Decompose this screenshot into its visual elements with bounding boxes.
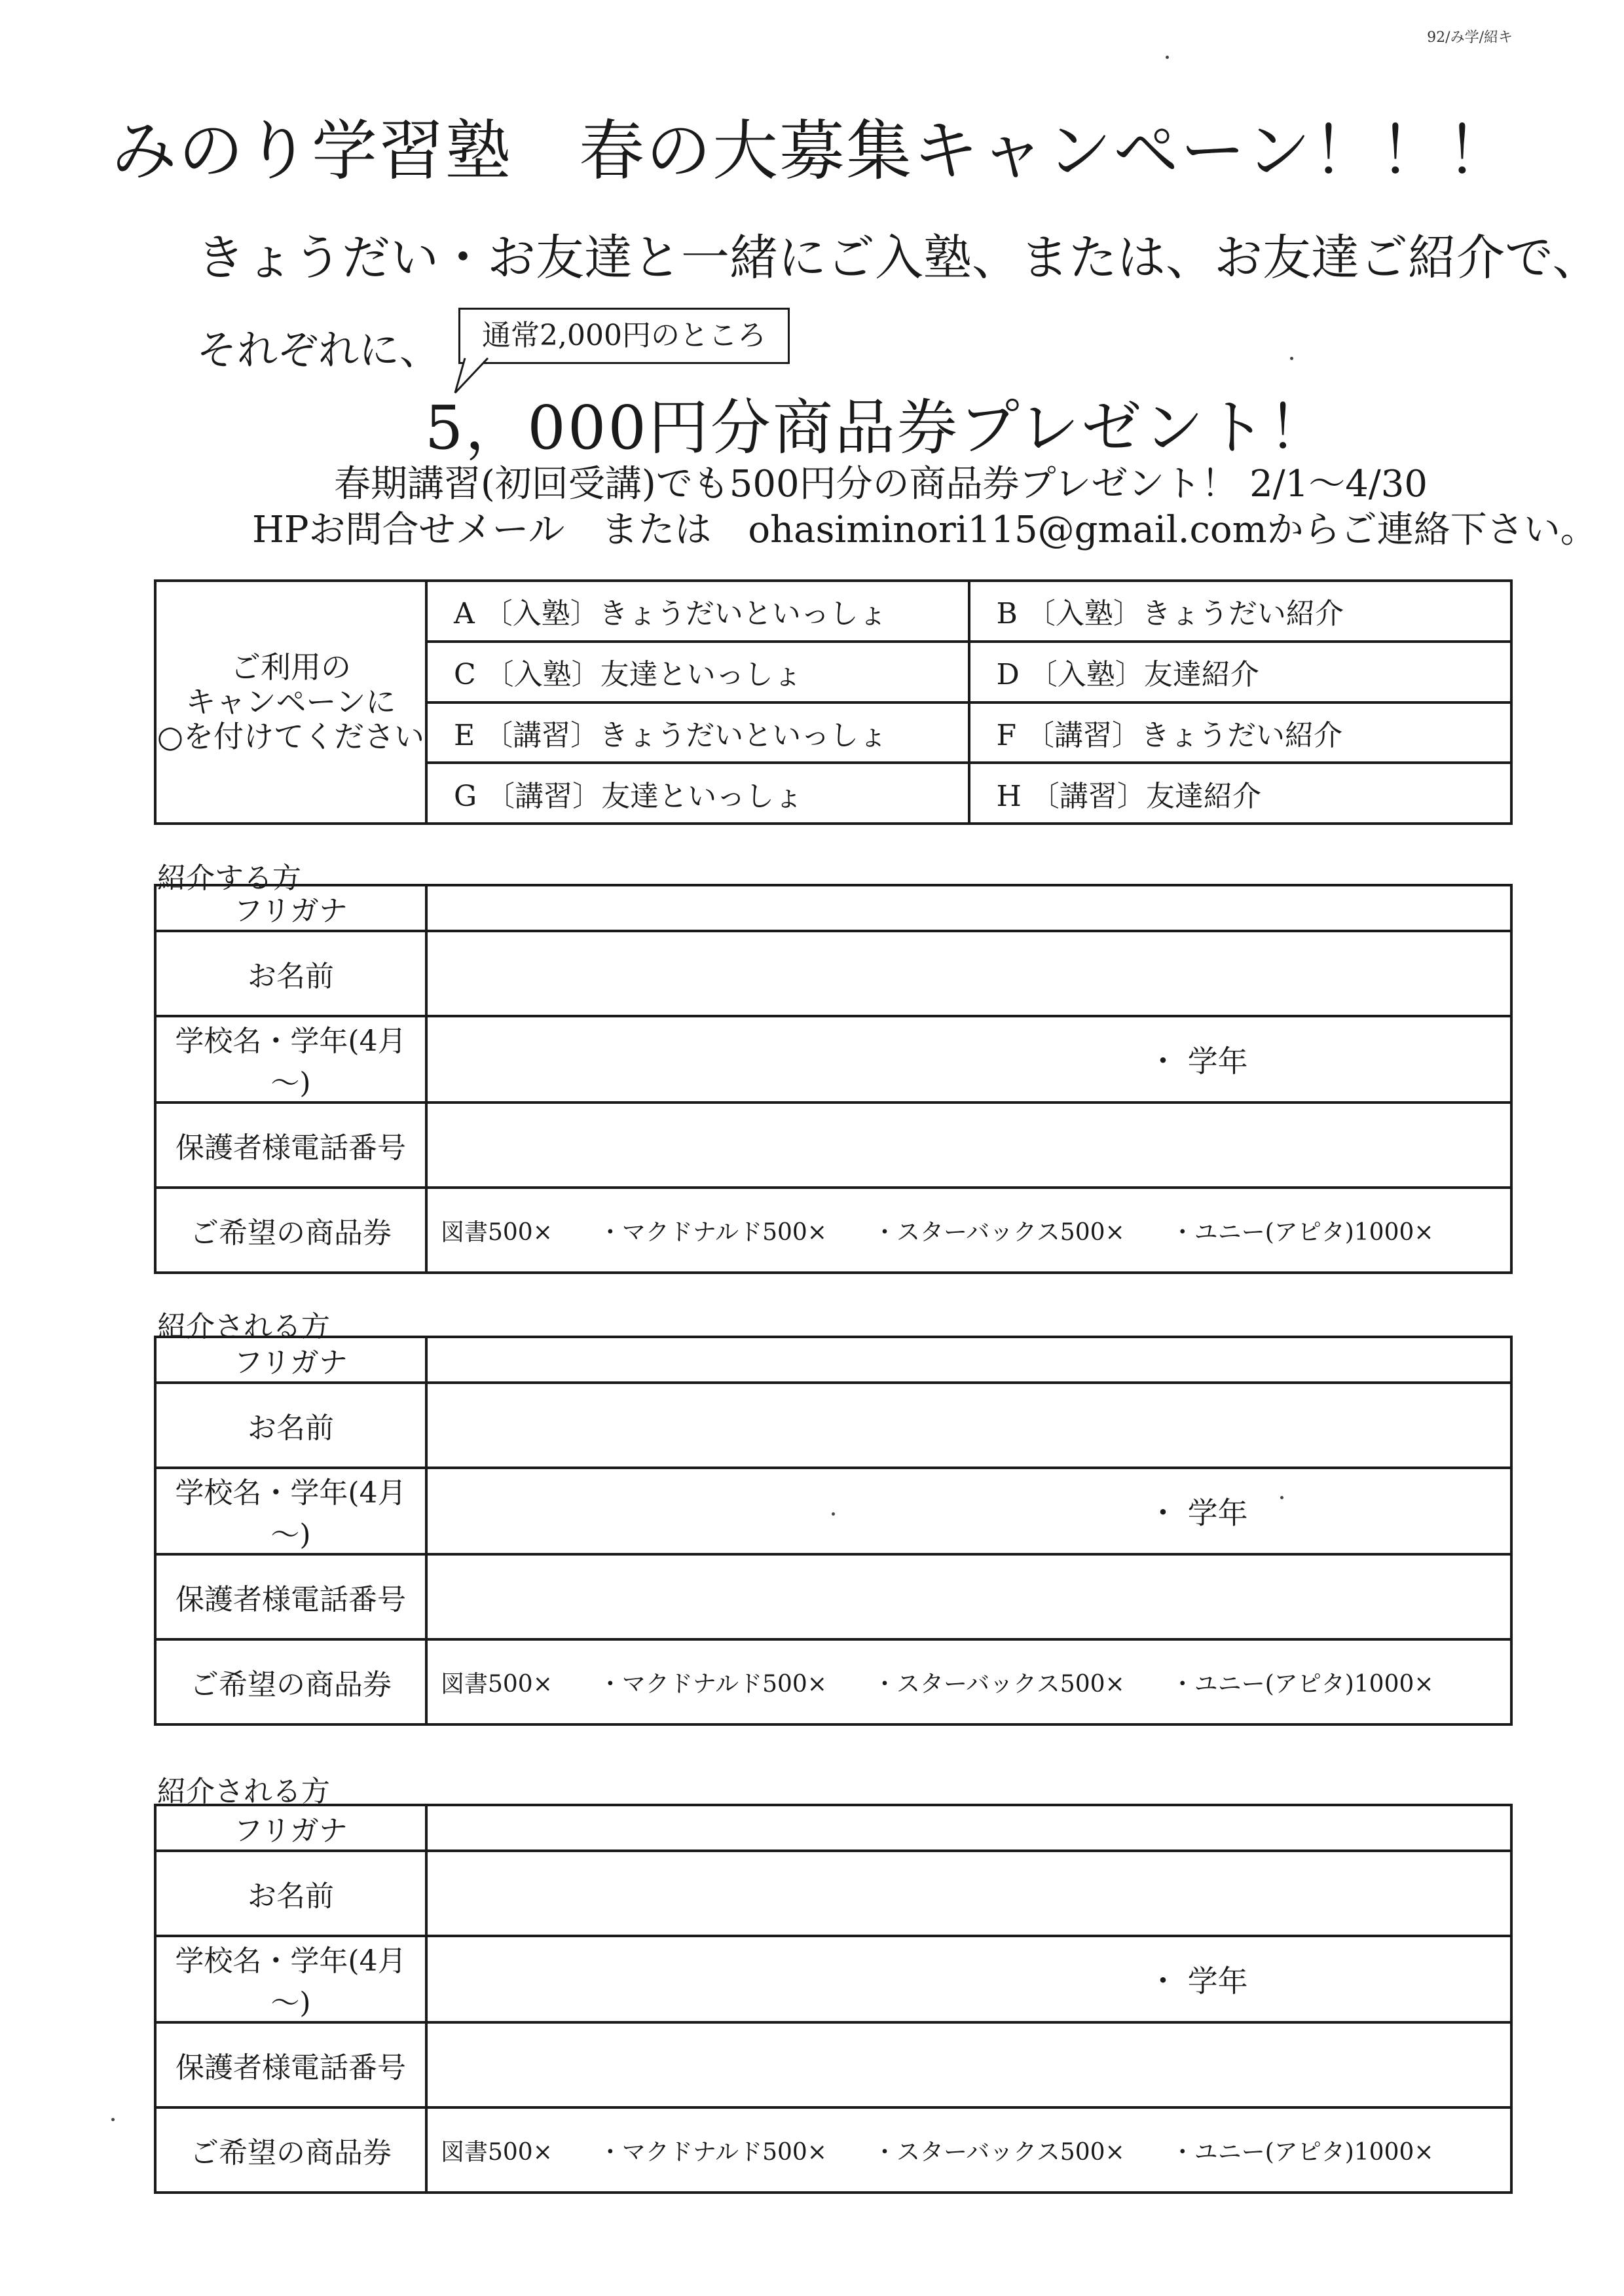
gift-label: ご希望の商品券 — [155, 1188, 426, 1273]
gift-field[interactable] — [426, 1639, 1511, 1724]
section-title-referee-1: 紹介される方 — [157, 1310, 330, 1343]
scan-speck — [1280, 1496, 1283, 1499]
campaign-option-a[interactable]: A 〔入塾〕きょうだいといっしょ — [426, 581, 969, 642]
name-label: お名前 — [155, 1851, 426, 1936]
scan-speck — [1290, 357, 1293, 360]
page-title: みのり学習塾 春の大募集キャンペーン！！！ — [111, 113, 1513, 189]
school-label: 学校名・学年(4月～) — [155, 1936, 426, 2022]
phone-label: 保護者様電話番号 — [155, 1102, 426, 1188]
school-field[interactable] — [426, 1016, 1511, 1102]
campaign-option-d[interactable]: D 〔入塾〕友達紹介 — [969, 642, 1512, 702]
campaign-option-b[interactable]: B 〔入塾〕きょうだい紹介 — [969, 581, 1512, 642]
campaign-option-e[interactable]: E 〔講習〕きょうだいといっしょ — [426, 702, 969, 763]
gift-option[interactable]: ・マクドナルド500× — [598, 2138, 827, 2166]
campaign-label: ご利用の キャンペーンに ○を付けてください — [155, 581, 426, 824]
referee-form-1 — [154, 1336, 1513, 1726]
furigana-field[interactable] — [426, 885, 1511, 931]
grade-suffix: ・ 学年 — [1148, 1044, 1248, 1079]
gift-option[interactable]: ・マクドナルド500× — [598, 1218, 827, 1246]
school-label: 学校名・学年(4月～) — [155, 1468, 426, 1554]
gift-option[interactable]: ・スターバックス500× — [872, 1218, 1125, 1246]
furigana-label: フリガナ — [155, 1337, 426, 1383]
furigana-field[interactable] — [426, 1337, 1511, 1383]
furigana-field[interactable] — [426, 1805, 1511, 1851]
section-title-referee-2: 紹介される方 — [157, 1775, 330, 1808]
price-callout: 通常2,000円のところ — [458, 308, 790, 364]
school-field[interactable] — [426, 1936, 1511, 2022]
scan-speck — [1166, 56, 1169, 59]
campaign-option-h[interactable]: H 〔講習〕友達紹介 — [969, 763, 1512, 824]
furigana-label: フリガナ — [155, 1805, 426, 1851]
grade-suffix: ・ 学年 — [1148, 1495, 1248, 1531]
section-title-referrer: 紹介する方 — [157, 862, 301, 895]
school-field[interactable] — [426, 1468, 1511, 1554]
gift-field[interactable] — [426, 2107, 1511, 2193]
info-line-2: HPお問合せメール または ohasiminori115@gmail.comからご連絡下さい。 — [252, 509, 1597, 551]
phone-field[interactable] — [426, 1102, 1511, 1188]
furigana-label: フリガナ — [155, 885, 426, 931]
campaign-option-g[interactable]: G 〔講習〕友達といっしょ — [426, 763, 969, 824]
school-label: 学校名・学年(4月～) — [155, 1016, 426, 1102]
gift-option[interactable]: 図書500× — [441, 1670, 553, 1698]
campaign-option-f[interactable]: F 〔講習〕きょうだい紹介 — [969, 702, 1512, 763]
phone-label: 保護者様電話番号 — [155, 2022, 426, 2107]
phone-label: 保護者様電話番号 — [155, 1554, 426, 1639]
name-field[interactable] — [426, 1851, 1511, 1936]
gift-option[interactable]: ・ユニー(アピタ)1000× — [1170, 1670, 1434, 1698]
gift-option[interactable]: ・スターバックス500× — [872, 2138, 1125, 2166]
phone-field[interactable] — [426, 2022, 1511, 2107]
name-field[interactable] — [426, 931, 1511, 1016]
grade-suffix: ・ 学年 — [1148, 1963, 1248, 1999]
document-code: 92/み学/紹キ — [1427, 29, 1513, 46]
name-field[interactable] — [426, 1383, 1511, 1468]
gift-option[interactable]: 図書500× — [441, 1218, 553, 1246]
subtitle-line-2: それぞれに、 — [196, 326, 441, 374]
prize-headline: 5，000円分商品券プレゼント！ — [424, 393, 1331, 463]
campaign-option-c[interactable]: C 〔入塾〕友達といっしょ — [426, 642, 969, 702]
campaign-table — [154, 579, 1513, 825]
name-label: お名前 — [155, 931, 426, 1016]
referee-form-2 — [154, 1804, 1513, 2194]
gift-label: ご希望の商品券 — [155, 2107, 426, 2193]
gift-field[interactable] — [426, 1188, 1511, 1273]
gift-option[interactable]: 図書500× — [441, 2138, 553, 2166]
info-line-1: 春期講習(初回受講)でも500円分の商品券プレゼント！ 2/1～4/30 — [334, 463, 1428, 505]
name-label: お名前 — [155, 1383, 426, 1468]
subtitle-line-1: きょうだい・お友達と一緒にご入塾、または、お友達ご紹介で、 — [196, 230, 1601, 286]
phone-field[interactable] — [426, 1554, 1511, 1639]
scan-speck — [832, 1512, 835, 1516]
gift-option[interactable]: ・ユニー(アピタ)1000× — [1170, 1218, 1434, 1246]
gift-option[interactable]: ・マクドナルド500× — [598, 1670, 827, 1698]
gift-label: ご希望の商品券 — [155, 1639, 426, 1724]
referrer-form — [154, 884, 1513, 1274]
scan-speck — [111, 2118, 115, 2121]
gift-option[interactable]: ・ユニー(アピタ)1000× — [1170, 2138, 1434, 2166]
gift-option[interactable]: ・スターバックス500× — [872, 1670, 1125, 1698]
